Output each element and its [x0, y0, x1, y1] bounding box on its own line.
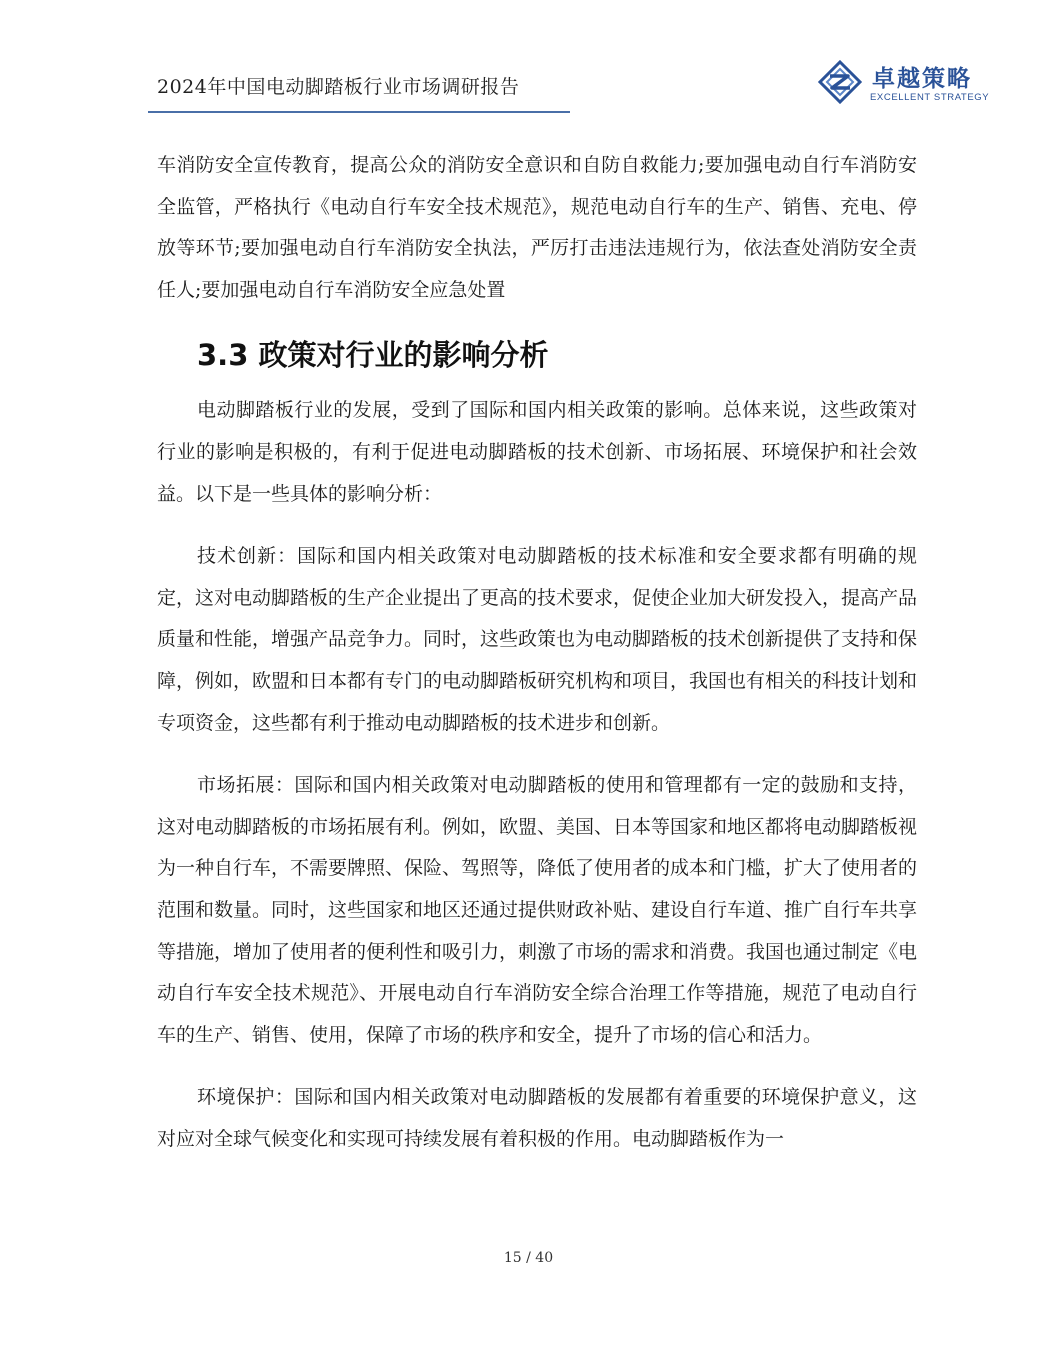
- section-title: 3.3 政策对行业的影响分析: [197, 338, 549, 373]
- logo-name: 卓越策略: [872, 66, 972, 92]
- environment-paragraph: 环境保护：国际和国内相关政策对电动脚踏板的发展都有着重要的环境保护意义，这对应对全球气候变化和实现可持续发展有着积极的作用。电动脚踏板作为一: [157, 1086, 917, 1150]
- tech-innovation-paragraph: 技术创新：国际和国内相关政策对电动脚踏板的技术标准和安全要求都有明确的规定，这对电动脚踏板的生产企业提出了更高的技术要求，促使企业加大研发投入，提高产品质量和性能，增强产品竞争力。同时，这些政策也为电动脚踏板的技术创新提供了支持和保障，例如，欧盟和日本都有专门的电动脚踏板研究机构和项目，我国也有相关的科技计划和专项资金，这些都有利于推动电动脚踏板的技术进步和创新。: [157, 545, 918, 734]
- document-body: [157, 145, 917, 1160]
- brand-logo: [818, 58, 988, 106]
- intro-paragraph: 电动脚踏板行业的发展，受到了国际和国内相关政策的影响。总体来说，这些政策对行业的影响是积极的，有利于促进电动脚踏板的技术创新、市场拓展、环境保护和社会效益。以下是一些具体的影响分析：: [157, 399, 917, 505]
- page-number: 15 / 40: [503, 1250, 554, 1266]
- logo-subtitle: EXCELLENT STRATEGY: [870, 92, 990, 103]
- header-divider: [148, 111, 570, 113]
- logo-mark-icon: [818, 60, 862, 104]
- continued-paragraph: 车消防安全宣传教育，提高公众的消防安全意识和自防自救能力;要加强电动自行车消防安全监管，严格执行《电动自行车安全技术规范》，规范电动自行车的生产、销售、充电、停放等环节;要加强电动自行车消防安全执法，严厉打击违法违规行为，依法查处消防安全责任人;要加强电动自行车消防安全应急处置: [157, 154, 917, 301]
- market-expansion-paragraph: 市场拓展：国际和国内相关政策对电动脚踏板的使用和管理都有一定的鼓励和支持，这对电动脚踏板的市场拓展有利。例如，欧盟、美国、日本等国家和地区都将电动脚踏板视为一种自行车，不需要牌照、保险、驾照等，降低了使用者的成本和门槛，扩大了使用者的范围和数量。同时，这些国家和地区还通过提供财政补贴、建设自行车道、推广自行车共享等措施，增加了使用者的便利性和吸引力，刺激了市场的需求和消费。我国也通过制定《电动自行车安全技术规范》、开展电动自行车消防安全综合治理工作等措施，规范了电动自行车的生产、销售、使用，保障了市场的秩序和安全，提升了市场的信心和活力。: [157, 774, 918, 1046]
- header-title: 2024年中国电动脚踏板行业市场调研报告: [157, 76, 520, 98]
